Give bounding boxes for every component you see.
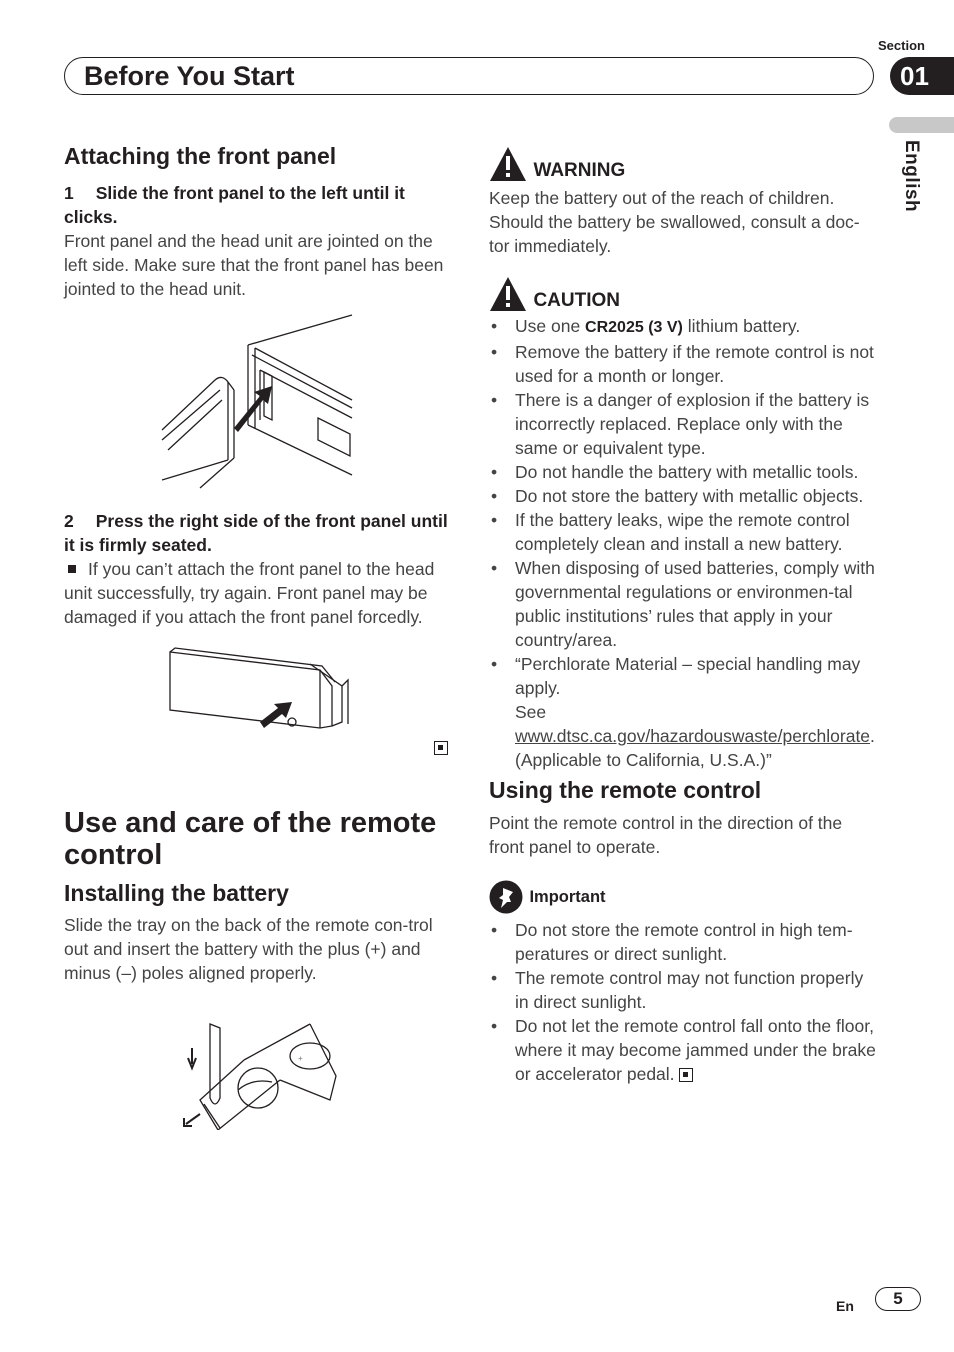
list-item: • Do not store the battery with metallic objects. bbox=[489, 484, 881, 508]
step-2-note bbox=[64, 557, 449, 629]
end-mark-icon bbox=[679, 1068, 693, 1082]
list-item: • “Perchlorate Material – special handling may apply. See www.dtsc.ca.gov/hazardouswaste/perchlorate. (Applicable to California, U.S.A.)” bbox=[489, 652, 881, 772]
step-text: Press the right side of the front panel until it is firmly seated. bbox=[64, 511, 448, 555]
note-square-icon bbox=[68, 565, 76, 573]
step-text: Slide the front panel to the left until it clicks. bbox=[64, 183, 405, 227]
section-label: Section bbox=[878, 38, 925, 53]
caution-list bbox=[489, 314, 881, 772]
svg-text:+: + bbox=[298, 1054, 303, 1063]
using-remote-heading: Using the remote control bbox=[489, 777, 762, 803]
important-block bbox=[489, 880, 606, 914]
attaching-heading: Attaching the front panel bbox=[64, 143, 337, 169]
list-item: • If the battery leaks, wipe the remote control completely clean and install a new battery. bbox=[489, 508, 881, 556]
use-and-care-heading: Use and care of the remote control bbox=[64, 807, 437, 871]
warning-block bbox=[489, 146, 879, 182]
front-panel-attach-illustration bbox=[160, 310, 360, 490]
front-panel-press-illustration bbox=[160, 640, 360, 735]
list-item: • Do not handle the battery with metallic tools. bbox=[489, 460, 881, 484]
step-number: 1 bbox=[64, 183, 74, 203]
step-1-body: Front panel and the head unit are jointed on the left side. Make sure that the front panel has been jointed to the head unit. bbox=[64, 231, 444, 299]
perchlorate-link[interactable]: www.dtsc.ca.gov/hazardouswaste/perchlorate bbox=[515, 726, 871, 746]
page-number: 5 bbox=[875, 1287, 921, 1311]
page-title: Before You Start bbox=[84, 61, 295, 91]
important-list bbox=[489, 918, 881, 1086]
section-number-badge: 01 bbox=[890, 57, 954, 95]
caution-title: CAUTION bbox=[533, 290, 621, 311]
list-item: • The remote control may not function properly in direct sunlight. bbox=[489, 966, 881, 1014]
installing-battery-heading: Installing the battery bbox=[64, 880, 289, 906]
note-text: If you can’t attach the front panel to the head unit successfully, try again. Front panel may be damaged if you attach the front panel forcedly. bbox=[64, 559, 435, 627]
caution-block bbox=[489, 276, 879, 312]
step-1 bbox=[64, 181, 449, 229]
end-mark-icon bbox=[434, 741, 448, 755]
step-number: 2 bbox=[64, 511, 74, 531]
warning-body: Keep the battery out of the reach of children. Should the battery be swallowed, consult a doc-tor immediately. bbox=[489, 188, 860, 256]
footer-language-code: En bbox=[836, 1298, 854, 1314]
important-title: Important bbox=[529, 887, 606, 906]
battery-model: CR2025 (3 V) bbox=[585, 319, 683, 336]
list-item: • Remove the battery if the remote control is not used for a month or longer. bbox=[489, 340, 881, 388]
language-tab bbox=[889, 117, 954, 133]
using-remote-body: Point the remote control in the direction of the front panel to operate. bbox=[489, 813, 843, 857]
list-item: • Do not let the remote control fall onto the floor, where it may become jammed under the brake or accelerator pedal. bbox=[489, 1014, 881, 1086]
installing-battery-body: Slide the tray on the back of the remote con-trol out and insert the battery with the plus (+) and minus (–) poles aligned properly. bbox=[64, 915, 433, 983]
list-item: • When disposing of used batteries, comply with governmental regulations or environmen-tal public institutions’ rules that apply in your country/area. bbox=[489, 556, 881, 652]
caution-triangle-icon bbox=[489, 276, 527, 312]
warning-title: WARNING bbox=[533, 160, 626, 181]
list-item: • There is a danger of explosion if the battery is incorrectly replaced. Replace only with the same or equivalent type. bbox=[489, 388, 881, 460]
warning-triangle-icon bbox=[489, 146, 527, 182]
step-2 bbox=[64, 509, 449, 557]
language-label: English bbox=[901, 140, 922, 213]
important-pin-icon bbox=[489, 880, 523, 914]
list-item: • Do not store the remote control in high tem-peratures or direct sunlight. bbox=[489, 918, 881, 966]
list-item: • Use one CR2025 (3 V) lithium battery. bbox=[489, 314, 881, 340]
battery-install-illustration bbox=[180, 1020, 340, 1130]
